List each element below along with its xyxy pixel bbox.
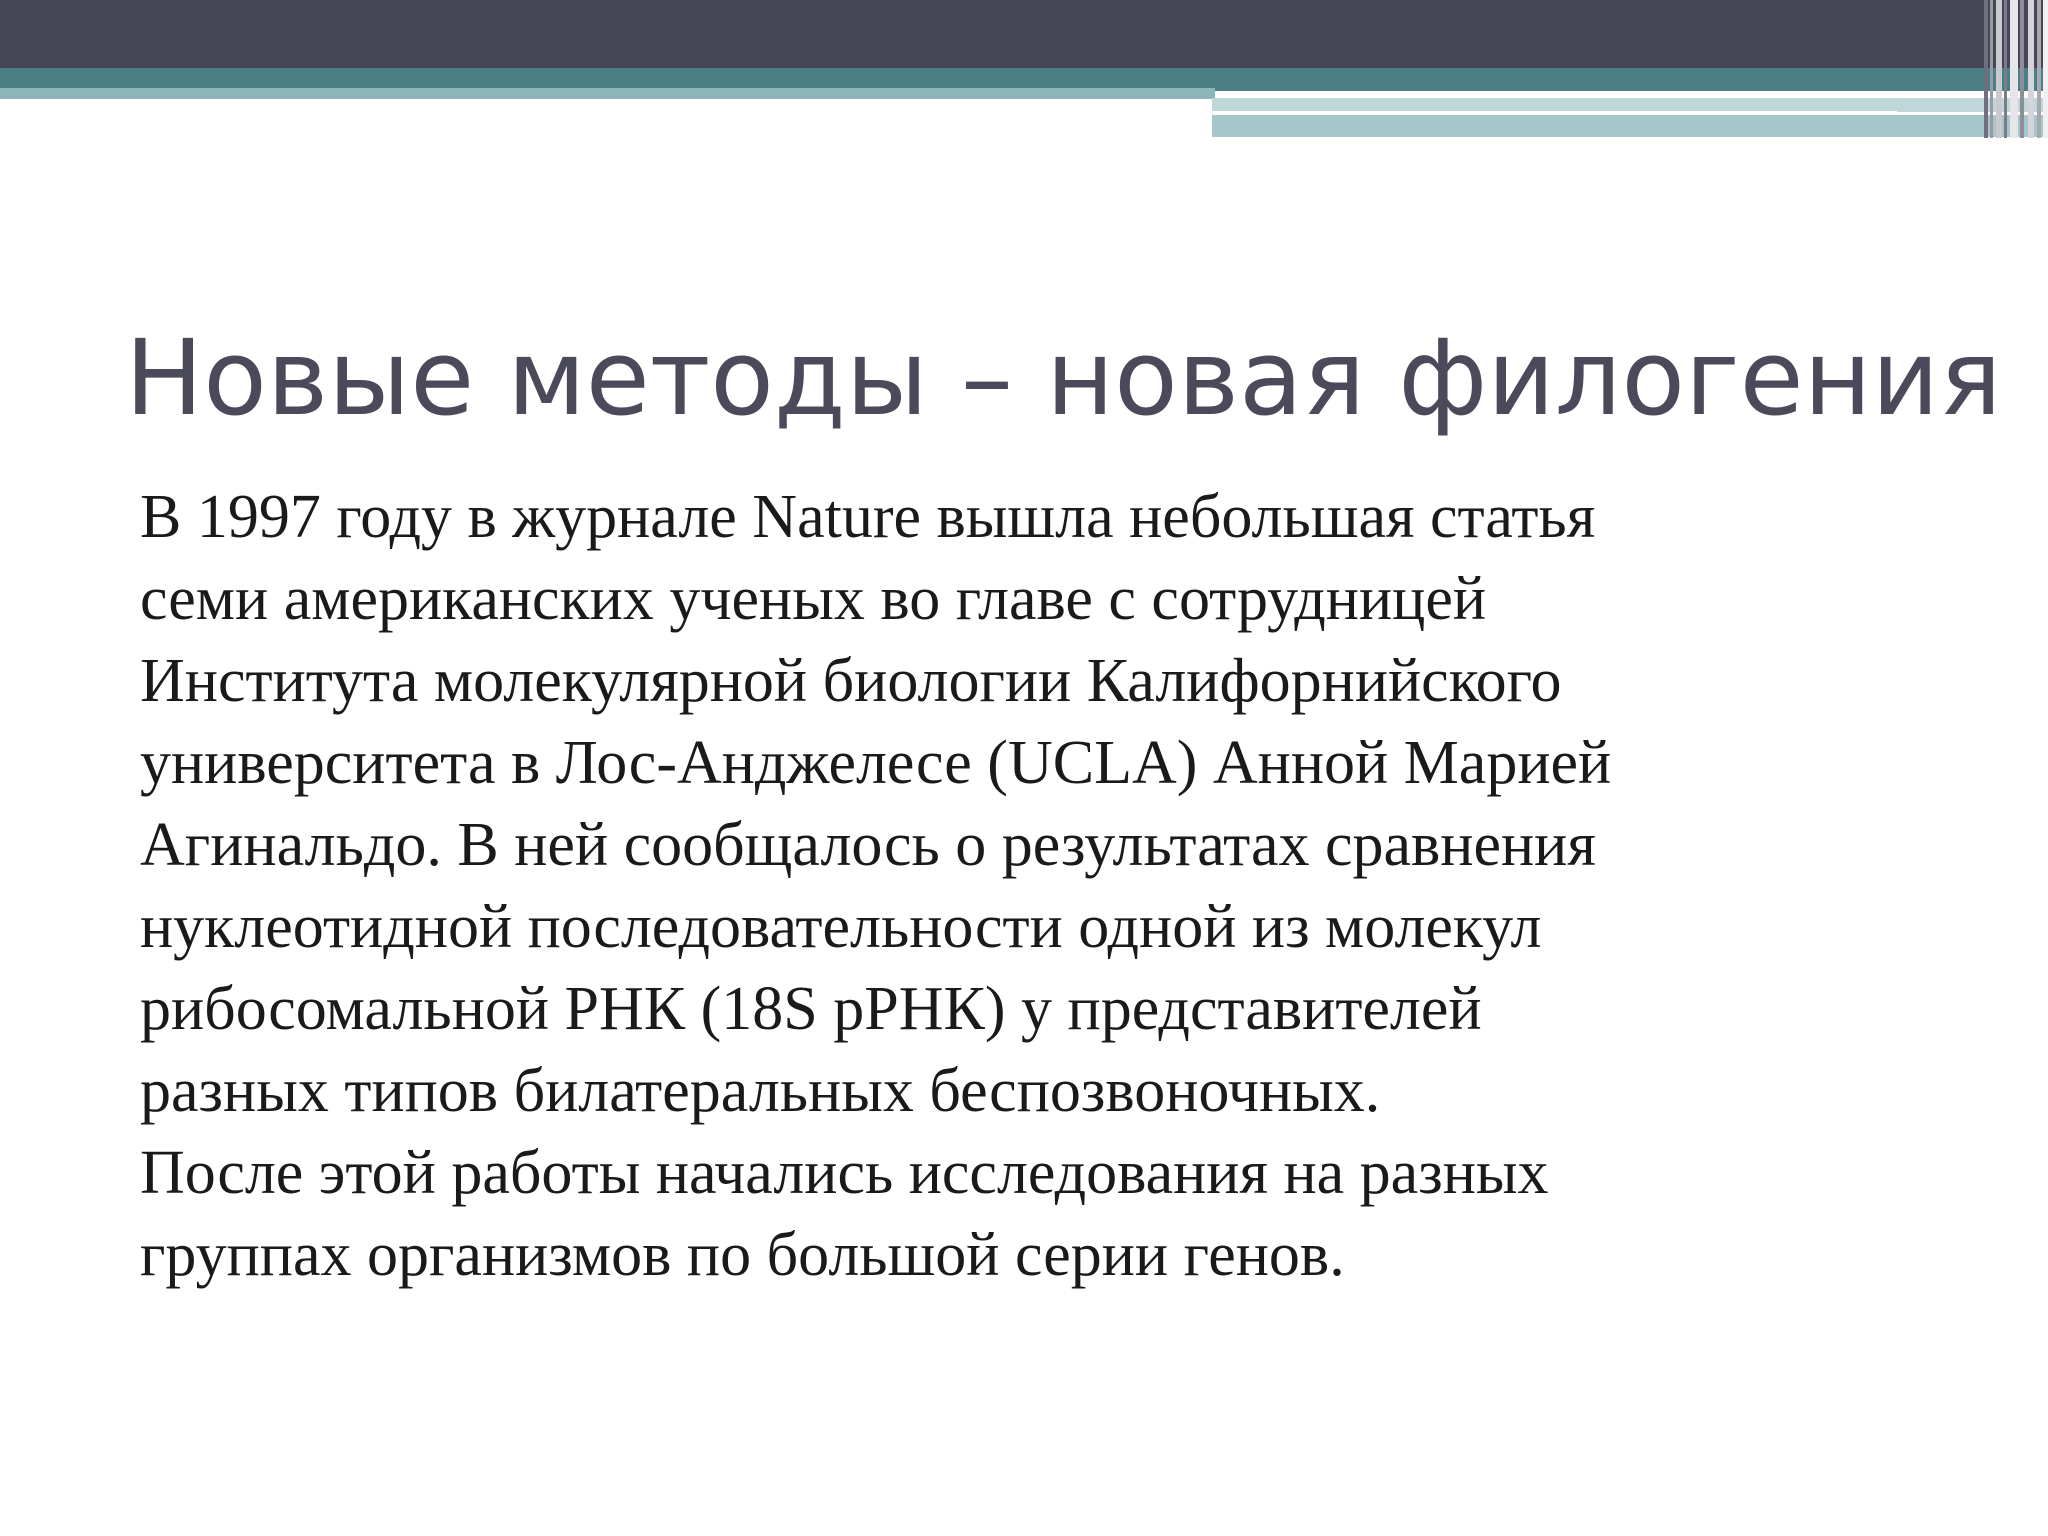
header-band-dark bbox=[0, 0, 2048, 68]
body-line: разных типов билатеральных беспозвоночных. bbox=[140, 1057, 1381, 1125]
body-line: университета в Лос-Анджелесе (UCLA) Анной Марией bbox=[140, 729, 1612, 797]
body-line: группах организмов по большой серии генов. bbox=[140, 1221, 1345, 1289]
body-line: рибосомальной РНК (18S рРНК) у представителей bbox=[140, 975, 1482, 1043]
slide-title: Новые методы – новая филогения bbox=[125, 317, 2002, 439]
slide-body bbox=[140, 476, 1960, 1296]
body-line: Агинальдо. В ней сообщалось о результатах сравнения bbox=[140, 811, 1596, 879]
body-line: В 1997 году в журнале Nature вышла небольшая статья bbox=[140, 483, 1596, 551]
body-line: семи американских ученых во главе с сотрудницей bbox=[140, 565, 1487, 633]
body-line: нуклеотидной последовательности одной из молекул bbox=[140, 893, 1542, 961]
body-line: После этой работы начались исследования на разных bbox=[140, 1139, 1549, 1207]
header-band-right-pale bbox=[1212, 98, 2048, 112]
body-line: Института молекулярной биологии Калифорнийского bbox=[140, 647, 1562, 715]
header-band-teal-light bbox=[0, 88, 1215, 99]
header-vertical-stripes bbox=[1984, 0, 2048, 138]
header-band-right-pale-lower bbox=[1212, 115, 2048, 137]
